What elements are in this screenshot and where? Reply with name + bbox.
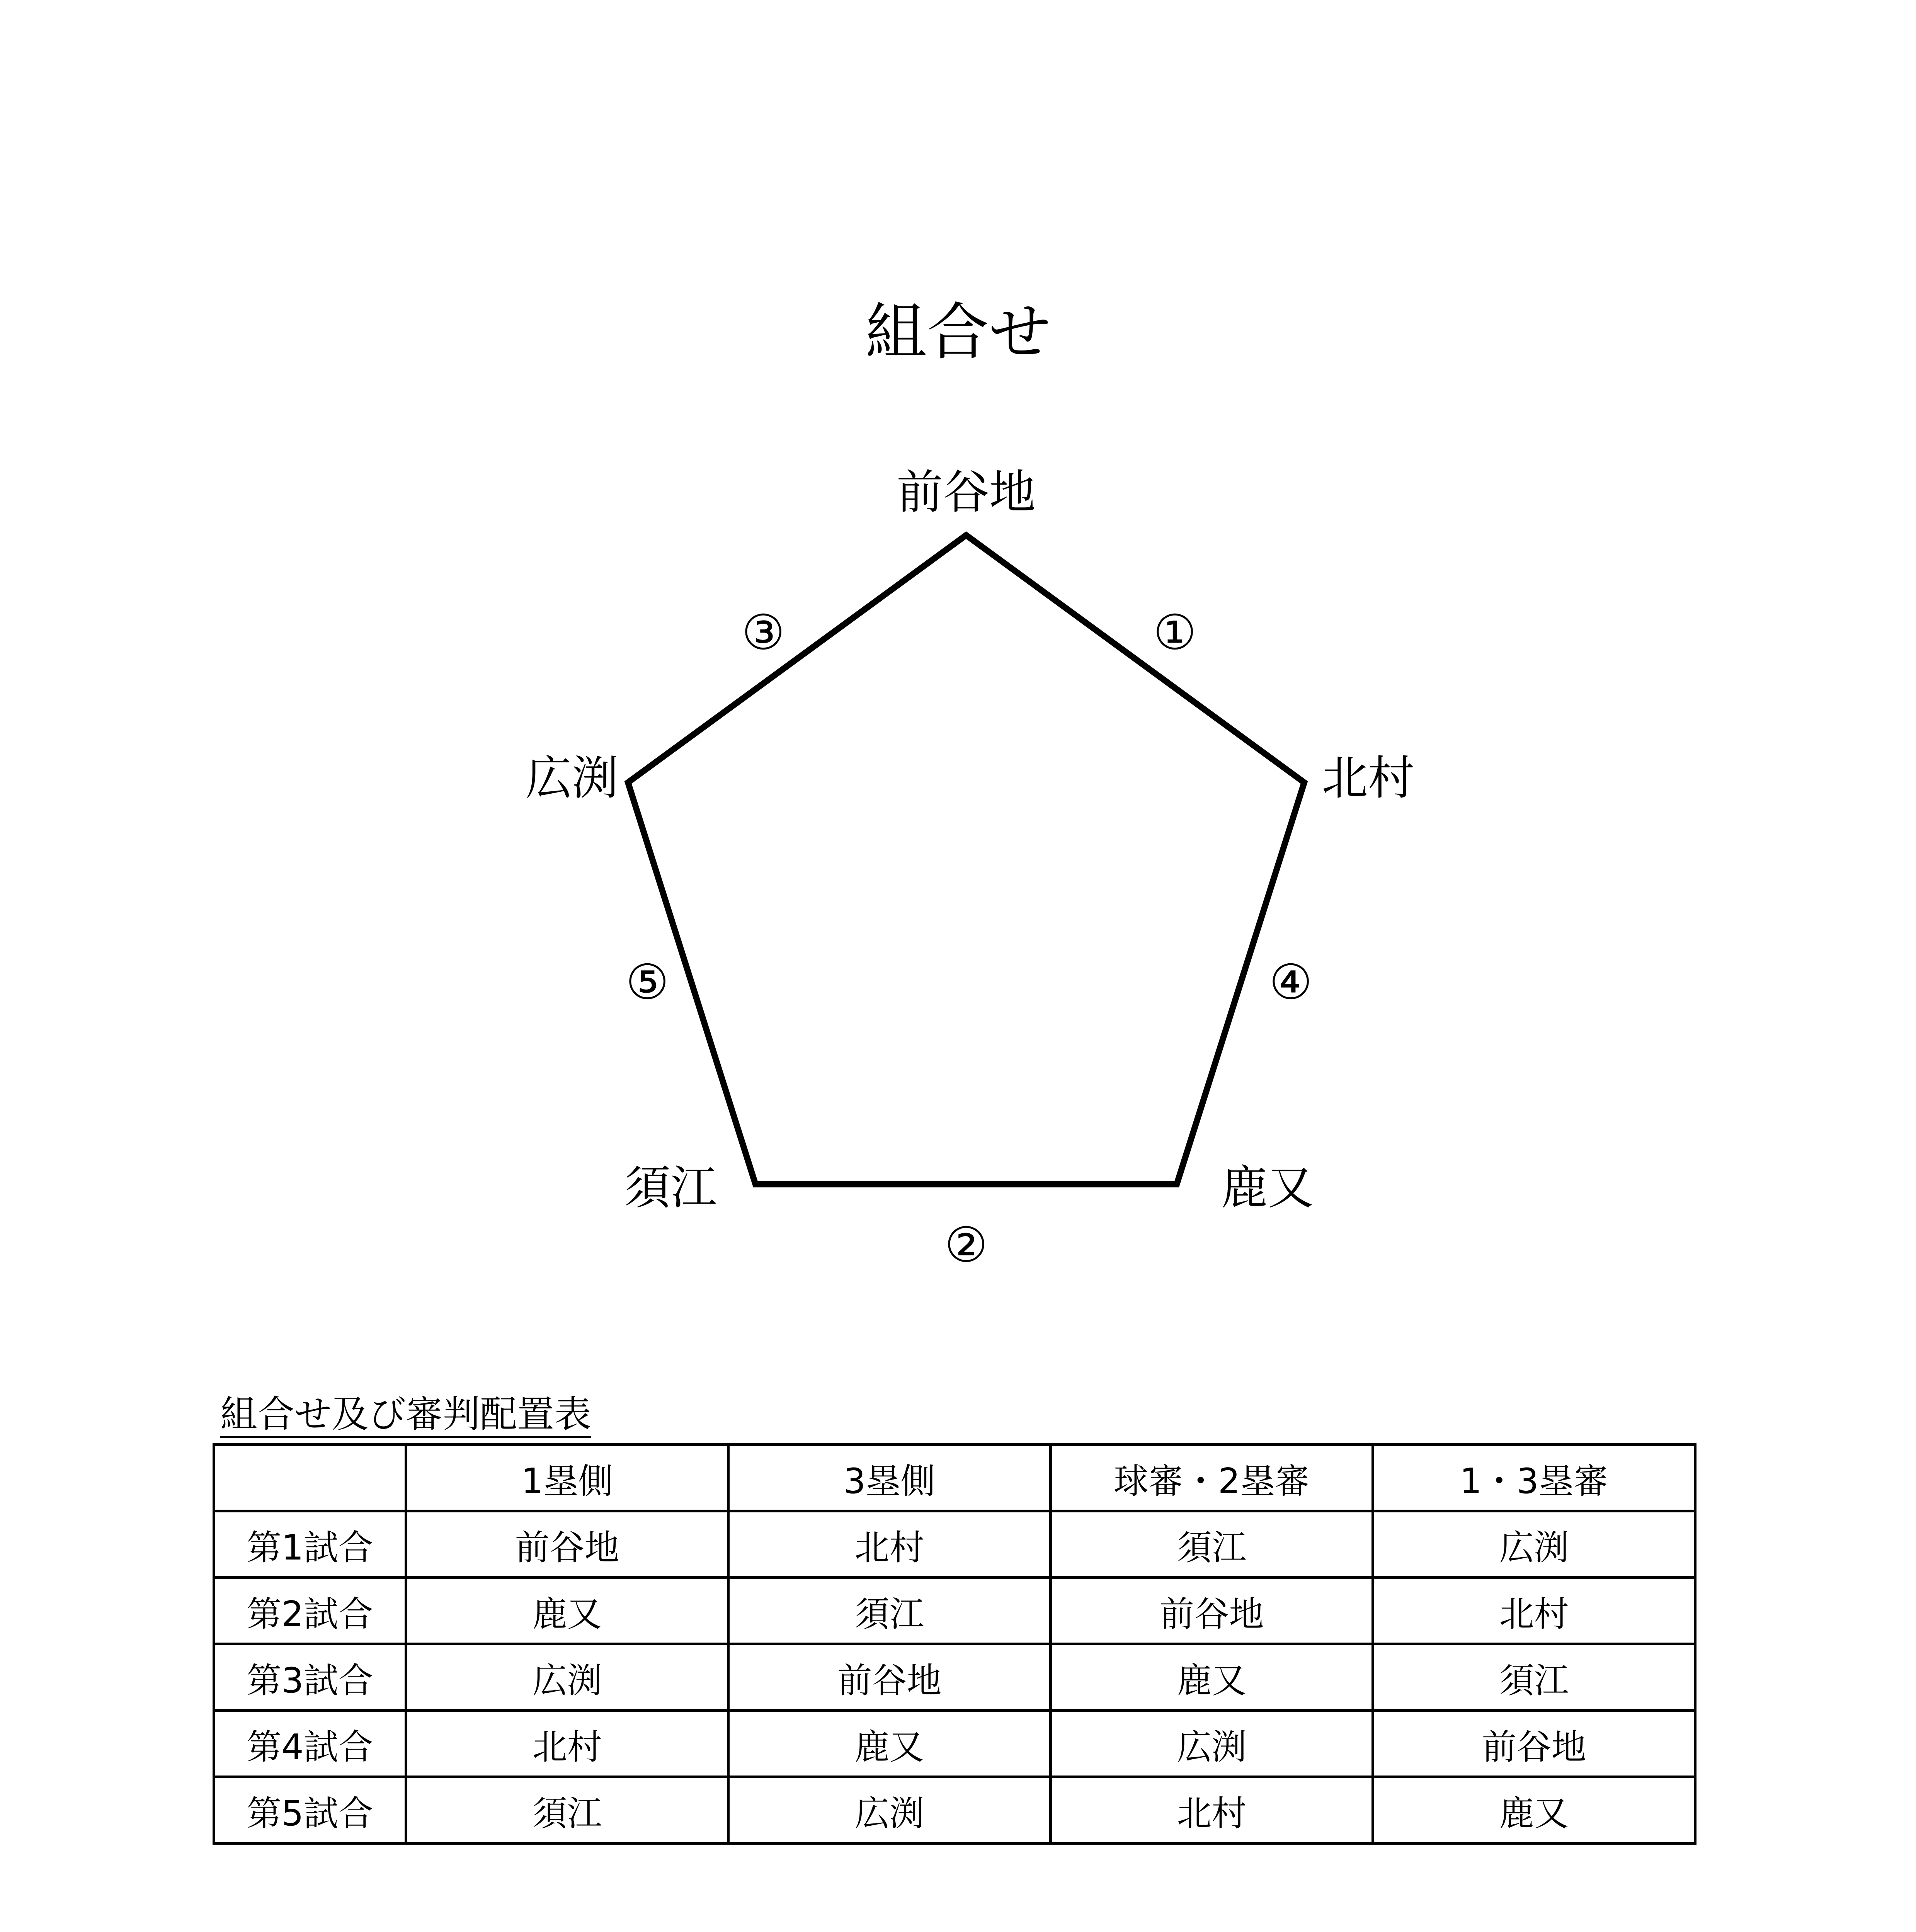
table-cell: 北村 [728, 1511, 1051, 1578]
table-cell: 須江 [728, 1578, 1051, 1644]
table-cell: 鹿又 [1373, 1777, 1695, 1844]
row-label: 第3試合 [214, 1644, 406, 1711]
table-row [214, 1511, 1695, 1578]
table-cell: 広渕 [728, 1777, 1051, 1844]
table-cell: 北村 [1373, 1578, 1695, 1644]
match-number-2: ② [944, 1217, 988, 1273]
table-cell: 前谷地 [406, 1511, 728, 1578]
match-number-3: ③ [741, 605, 785, 661]
header-cell-first-third-umpire: 1・3塁審 [1373, 1445, 1695, 1511]
match-number-1: ① [1153, 605, 1197, 661]
header-cell-plate-second-umpire: 球審・2塁審 [1051, 1445, 1373, 1511]
table-cell: 広渕 [406, 1644, 728, 1711]
header-cell-third-base-side: 3塁側 [728, 1445, 1051, 1511]
table-header-row [214, 1445, 1695, 1511]
table-cell: 前谷地 [728, 1644, 1051, 1711]
header-cell-first-base-side: 1塁側 [406, 1445, 728, 1511]
table-cell: 広渕 [1051, 1711, 1373, 1777]
row-label: 第1試合 [214, 1511, 406, 1578]
table-cell: 鹿又 [728, 1711, 1051, 1777]
match-number-5: ⑤ [625, 954, 669, 1010]
table-cell: 北村 [1051, 1777, 1373, 1844]
team-label-lower-left: 須江 [624, 1161, 717, 1215]
table-cell: 鹿又 [1051, 1644, 1373, 1711]
header-cell-corner [214, 1445, 406, 1511]
row-label: 第5試合 [214, 1777, 406, 1844]
table-cell: 須江 [1373, 1644, 1695, 1711]
table-row [214, 1578, 1695, 1644]
match-number-4: ④ [1269, 954, 1313, 1010]
row-label: 第2試合 [214, 1578, 406, 1644]
team-label-upper-left: 広渕 [526, 752, 618, 805]
referee-schedule-table [213, 1443, 1696, 1845]
table-cell: 須江 [1051, 1511, 1373, 1578]
pentagon-outline [625, 535, 1304, 1184]
table-cell: 須江 [406, 1777, 728, 1844]
table-cell: 北村 [406, 1711, 728, 1777]
table-caption: 組合せ及び審判配置表 [220, 1393, 591, 1438]
team-label-top: 前谷地 [897, 466, 1036, 519]
team-label-upper-right: 北村 [1322, 752, 1414, 805]
table-row [214, 1711, 1695, 1777]
table-cell: 前谷地 [1051, 1578, 1373, 1644]
page-title: 組合せ [865, 296, 1051, 368]
team-label-lower-right: 鹿又 [1221, 1161, 1314, 1215]
row-label: 第4試合 [214, 1711, 406, 1777]
table-cell: 鹿又 [406, 1578, 728, 1644]
table-row [214, 1777, 1695, 1844]
table-cell: 前谷地 [1373, 1711, 1695, 1777]
table-cell: 広渕 [1373, 1511, 1695, 1578]
table-row [214, 1644, 1695, 1711]
